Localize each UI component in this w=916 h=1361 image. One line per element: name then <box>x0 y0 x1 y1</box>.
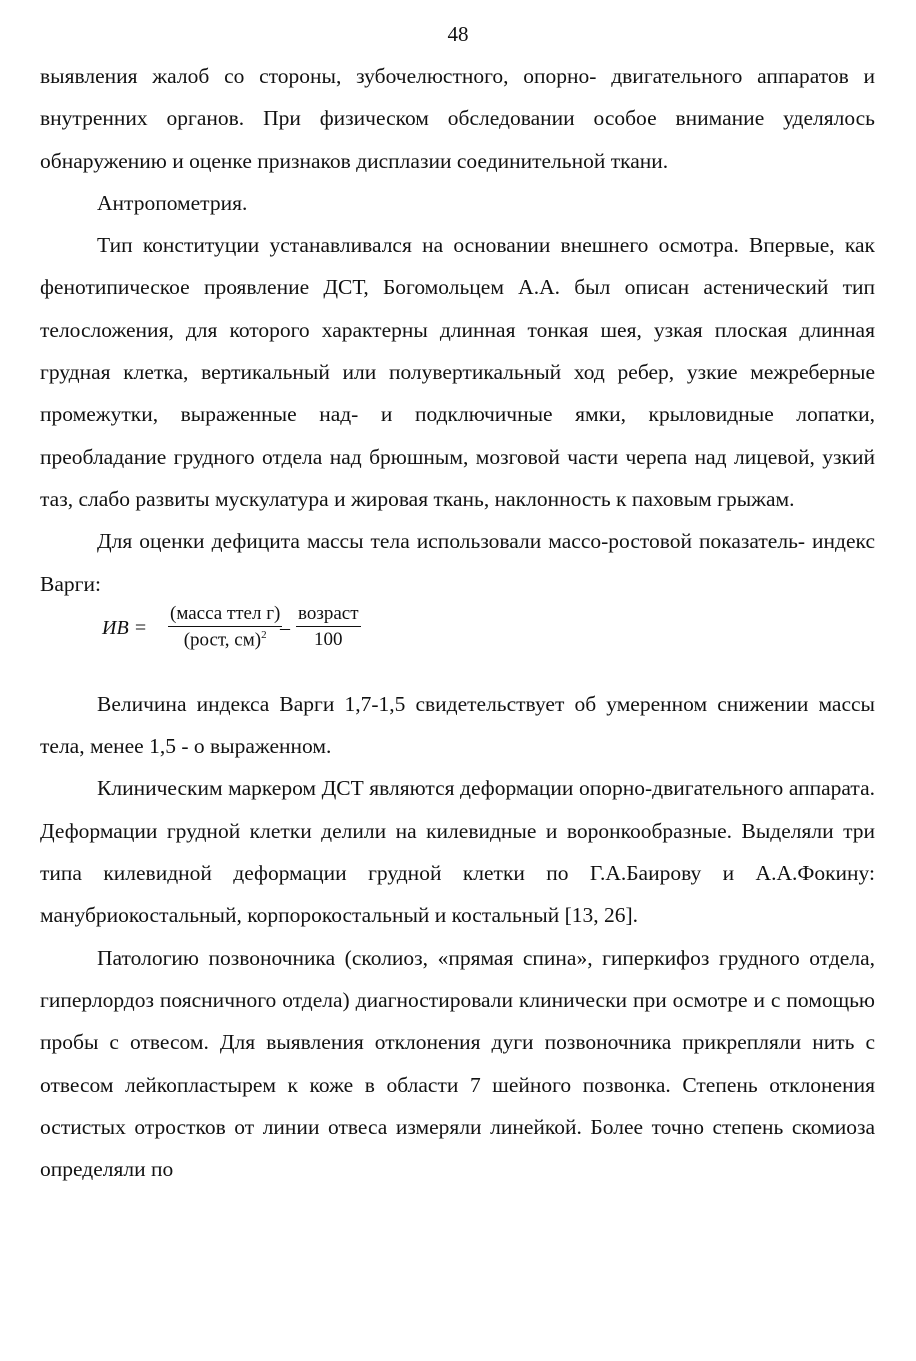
formula-numerator-mass: (масса ттел г) <box>168 603 282 627</box>
formula-fraction-age <box>296 603 361 651</box>
formula-minus-sign: – <box>280 616 290 639</box>
section-heading-anthropometry: Антропометрия. <box>97 190 248 215</box>
document-body <box>40 55 875 1190</box>
paragraph-varga-interpretation: Величина индекса Варги 1,7-1,5 свидетельствует об умеренном снижении массы тела, менее 1,5 - о выраженном. <box>40 691 875 759</box>
formula-lhs: ИВ = <box>102 616 148 639</box>
paragraph-constitution: Тип конституции устанавливался на основании внешнего осмотра. Впервые, как фенотипическое проявление ДСТ, Богомольцем А.А. был описан астенический тип телосложения, для которого характерны длинная тонкая шея, узкая плоская длинная грудная клетка, вертикальный или полувертикальный ход ребер, узкие межреберные промежутки, выраженные над- и подключичные ямки, крыловидные лопатки, преобладание грудного отдела над брюшным, мозговой части черепа над лицевой, узкий таз, слабо развиты мускулатура и жировая ткань, наклонность к паховым грыжам. <box>40 233 875 511</box>
formula-fraction-mass-height <box>168 603 282 651</box>
paragraph-varga-intro: Для оценки дефицита массы тела использовали массо-ростовой показатель- индекс Варги: <box>40 529 875 596</box>
paragraph-1: выявления жалоб со стороны, зубочелюстного, опорно- двигательного аппаратов и внутренних органов. При физическом обследовании особое внимание уделялось обнаружению и оценке признаков дисплазии соединительной ткани. <box>40 64 875 173</box>
page-number: 48 <box>447 22 469 46</box>
formula-denominator-height <box>168 627 282 651</box>
formula-numerator-age: возраст <box>296 603 361 627</box>
paragraph-chest-deformations: Клиническим маркером ДСТ являются деформации опорно-двигательного аппарата. Деформации грудной клетки делили на килевидные и воронкообразные. Выделяли три типа килевидной деформации грудной клетки по Г.А.Баирову и А.А.Фокину: манубриокостальный, корпорокостальный и костальный [13, 26]. <box>40 776 875 928</box>
formula-exponent: 2 <box>261 628 267 641</box>
formula-denominator-100: 100 <box>314 628 343 650</box>
paragraph-spine-pathology: Патологию позвоночника (сколиоз, «прямая спина», гиперкифоз грудного отдела, гиперлордоз поясничного отдела) диагностировали клинически при осмотре и с помощью пробы с отвесом. Для выявления отклонения дуги позвоночника прикрепляли нить с отвесом лейкопластырем к коже в области 7 шейного позвонка. Степень отклонения остистых отростков от линии отвеса измеряли линейкой. Более точно степень скомиоза определяли по <box>40 945 875 1182</box>
formula-denominator-height-text: (рост, см) <box>183 629 262 651</box>
varga-index-formula <box>40 602 875 683</box>
